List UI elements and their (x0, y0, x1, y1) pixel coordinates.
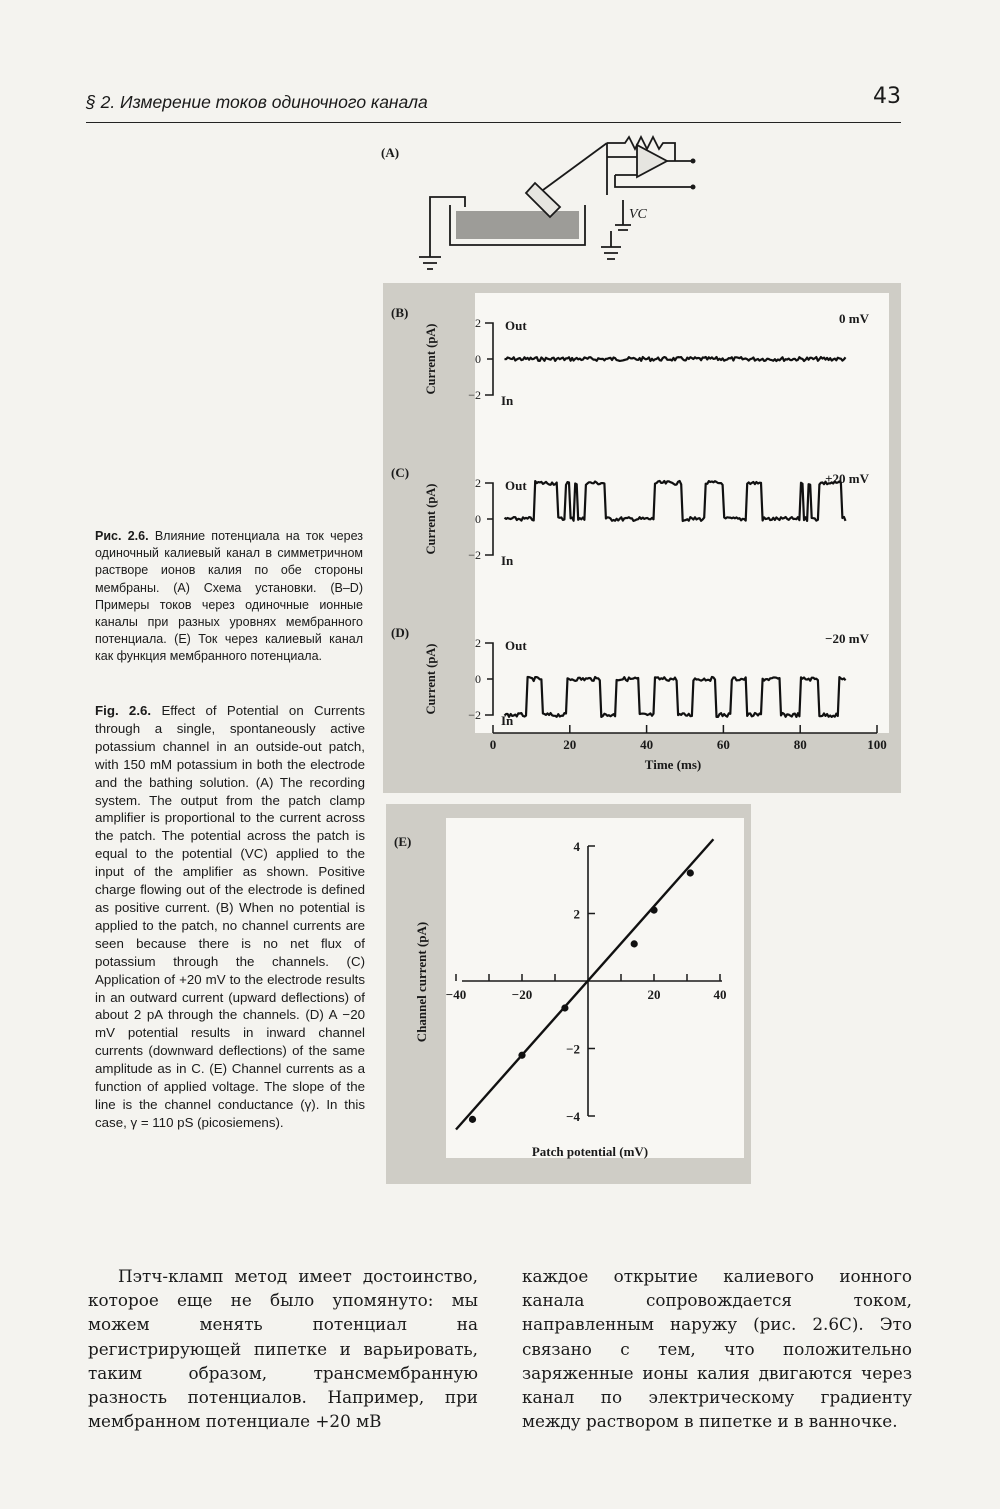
trace-out-label: Out (505, 638, 527, 653)
trace-out-label: Out (505, 318, 527, 333)
caption-en-label: Fig. 2.6. (95, 703, 152, 718)
panel-e-label: (E) (394, 834, 412, 849)
trace-panel-label: (B) (391, 305, 409, 320)
trace-y-tick-label: 0 (475, 672, 481, 686)
trace-y-tick-label: 0 (475, 352, 481, 366)
amplifier-icon (637, 145, 667, 177)
trace-in-label: In (501, 393, 514, 408)
trace-voltage-label: −20 mV (825, 631, 869, 646)
command-wire (615, 175, 693, 187)
output-terminal (691, 159, 696, 164)
time-tick-label: 80 (793, 737, 807, 752)
trace-ylabel: Current (pA) (424, 643, 438, 715)
iv-data-point (650, 907, 657, 914)
command-terminal (691, 185, 696, 190)
iv-data-point (561, 1004, 568, 1011)
caption-ru (95, 528, 363, 666)
iv-y-tick-label: −4 (566, 1109, 580, 1124)
trace-panel-label: (C) (391, 465, 410, 480)
amplifier-ground-icon (601, 231, 621, 259)
trace-y-tick-label: −2 (468, 388, 481, 402)
page-header (86, 78, 901, 123)
iv-data-point (687, 869, 694, 876)
trace-y-tick-label: 2 (475, 636, 481, 650)
bath-ground-icon (419, 257, 441, 269)
caption-en (95, 702, 365, 1132)
trace-ylabel: Current (pA) (424, 323, 438, 395)
iv-x-tick-label: 40 (713, 987, 727, 1002)
bath-solution (456, 211, 579, 239)
caption-en-text: Effect of Potential on Currents through a single, spontaneously active potassium channel in an outside-out patch, with 150 mM potassium in both the electrode and the bathing solution. (A) The recording system. The output from the patch clamp amplifier is proportional to the current across the patch. The potential across the patch is equal to the potential (VC) applied to the input of the amplifier as shown. Positive charge flowing out of the electrode is defined as positive current. (B) When no potential is applied to the patch, no channel currents are seen because there is no net flux of potassium through the channels. (C) Application of +20 mV to the electrode results in an outward current (upward deflections) of about 2 pA through the channels. (D) A −20 mV potential results in inward channel currents (downward deflections) of the same amplitude as in C. (E) Channel currents as a function of applied voltage. The slope of the line is the channel conductance (γ). In this case, γ = 110 pS (picosiemens). (95, 703, 365, 1130)
trace-voltage-label: 0 mV (839, 311, 869, 326)
running-head: § 2. Измерение токов одиночного канала (86, 92, 428, 112)
trace-voltage-label: +20 mV (825, 471, 869, 486)
trace-y-tick-label: 2 (475, 476, 481, 490)
recording-system-diagram (375, 135, 705, 275)
time-axis-label: Time (ms) (644, 757, 702, 772)
iv-y-tick-label: −2 (566, 1041, 580, 1057)
iv-data-point (469, 1116, 476, 1123)
iv-x-tick-label: −20 (511, 987, 533, 1002)
iv-plot-area (446, 818, 744, 1158)
trace-ylabel: Current (pA) (424, 483, 438, 555)
trace-y-tick-label: −2 (468, 708, 481, 722)
trace-in-label: In (501, 713, 514, 728)
time-tick-label: 20 (563, 737, 577, 752)
iv-x-tick-label: 20 (647, 987, 661, 1002)
iv-ylabel: Channel current (pA) (414, 921, 429, 1043)
body-column-left: Пэтч-кламп метод имеет достоинство, которое еще не было упомянуто: мы можем менять потенциал на регистрирующей пипетке и варьировать, таким образом, трансмембранную разность потенциалов. Например, при мембранном потенциале +20 мВ (88, 1266, 478, 1432)
iv-xlabel: Patch potential (mV) (531, 1144, 649, 1159)
iv-y-tick-label: 4 (573, 839, 580, 854)
caption-ru-label: Рис. 2.6. (95, 529, 149, 543)
trace-y-tick-label: 2 (475, 316, 481, 330)
page-number: 43 (873, 84, 901, 109)
iv-data-point (518, 1052, 525, 1059)
iv-y-tick-label: 2 (573, 906, 580, 922)
trace-out-label: Out (505, 478, 527, 493)
current-traces-figure (383, 283, 901, 793)
panel-a-label: (A) (381, 145, 400, 160)
body-column-right: каждое открытие калиевого ионного канала сопровождается током, направленным наружу (рис. 2.6C). Это связано с тем, что положительно заряженные ионы калия двигаются через канал по электрическому градиенту между раствором в пипетке и в ванночке. (522, 1266, 912, 1432)
iv-x-tick-label: −40 (445, 987, 467, 1002)
time-tick-label: 60 (716, 737, 730, 752)
trace-panel-label: (D) (391, 625, 410, 640)
time-tick-label: 40 (640, 737, 654, 752)
trace-in-label: In (501, 553, 514, 568)
trace-y-tick-label: −2 (468, 548, 481, 562)
time-tick-label: 0 (489, 737, 497, 752)
caption-ru-text: Влияние потенциала на ток через одиночный калиевый канал в симметричном растворе ионов калия по обе стороны мембраны. (А) Схема установки. (В–D) Примеры токов через одиночные ионные каналы при разных уровнях мембранного потенциала. (Е) Ток через калиевый канал как функция мембранного потенциала. (95, 529, 363, 664)
iv-plot (386, 804, 751, 1184)
time-tick-label: 100 (867, 737, 887, 752)
pipette-wire (543, 143, 607, 190)
iv-data-point (631, 940, 638, 947)
trace-y-tick-label: 0 (475, 512, 481, 526)
vc-label: VC (629, 207, 647, 222)
